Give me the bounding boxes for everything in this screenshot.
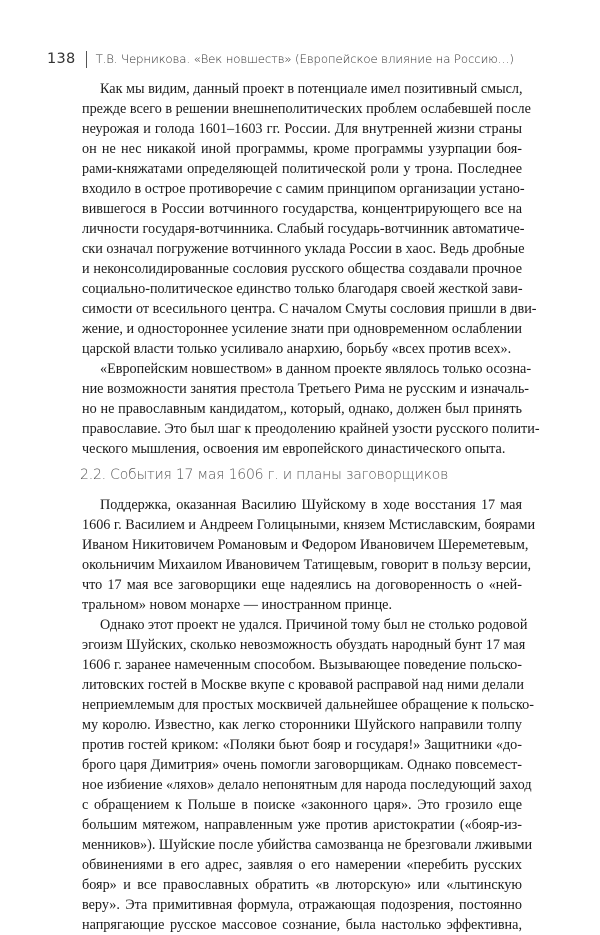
text-line: «Европейским новшеством» в данном проекте являлось только осозна- (100, 361, 532, 377)
text-line: Как мы видим, данный проект в потенциале имел позитивный смысл, (100, 81, 523, 97)
text-line: с обращением к Польше в поиске «законного царя». Это грозило еще (82, 797, 522, 813)
header-divider (86, 51, 87, 68)
text-line: против гостей криком: «Поляки бьют бояр и государя!» Защитники «до- (82, 737, 522, 753)
text-line: неприемлемым для простых москвичей дальнейшее обращение к польско- (82, 697, 534, 713)
text-line: входило в острое противоречие с самим принципом организации устано- (82, 181, 525, 197)
text-line: рами-княжатами определяющей политической роли у трона. Последнее (82, 161, 522, 177)
text-line: что 17 мая все заговорщики еще надеялись на договоренность о «ней- (82, 577, 522, 593)
paragraph (82, 495, 536, 615)
page-number: 138 (47, 51, 76, 67)
text-line: веру». Эта примитивная формула, отражающая подозрения, постоянно (82, 897, 522, 913)
text-line: бояр» и все православных обратить «в люторскую» или «лытинскую (82, 877, 522, 893)
text-line: симости от всесильного центра. С началом Смуты сословия пришли в дви- (82, 301, 537, 317)
text-line: ски означал погружение вотчинного уклада России в хаос. Ведь дробные (82, 241, 525, 257)
text-line: напрягающие русское массовое сознание, была настолько эффективна, (82, 917, 522, 933)
text-line: царской власти только усиливало анархию, борьбу «всех против всех». (82, 341, 512, 357)
text-line: вившегося в России вотчинного государства, концентрирующего все на (82, 201, 522, 217)
text-line: менников»). Шуйские после убийства самозванца не брезговали лживыми (82, 837, 533, 853)
running-head-title: Т.В. Черникова. «Век новшеств» (Европейское влияние на Россию…) (95, 52, 514, 66)
text-line: неурожая и голода 1601–1603 гг. России. Для внутренней жизни страны (82, 121, 522, 137)
body-text (80, 79, 540, 935)
text-line: Иваном Никитовичем Романовым и Федором Ивановичем Шереметевым, (82, 537, 529, 553)
paragraph (82, 359, 540, 459)
text-line: ное избиение «ляхов» делало непонятным для народа последующий заход (82, 777, 532, 793)
text-line: 1606 г. заранее намеченным способом. Вызывающее поведение польско- (82, 657, 522, 673)
paragraph (82, 615, 534, 935)
text-line: Поддержка, оказанная Василию Шуйскому в ходе восстания 17 мая (100, 497, 522, 513)
text-line: му королю. Известно, как легко сторонники Шуйского направили толпу (82, 717, 522, 733)
text-line: литовских гостей в Москве вкупе с кровавой расправой над ними делали (82, 677, 524, 693)
text-line: православие. Это был шаг к преодолению крайней узости русского полити- (82, 421, 540, 437)
text-line: и неконсолидированные сословия русского общества создавали прочное (82, 261, 522, 277)
text-line: но не православным кандидатом,, который, однако, должен был принять (82, 401, 522, 417)
text-line: личности государя-вотчинника. Слабый государь-вотчинник автоматиче- (82, 221, 525, 237)
text-line: брого царя Димитрия» очень помогли заговорщикам. Однако повсемест- (82, 757, 522, 773)
text-line: обвинениями в его адрес, заявляя о его намерении «перебить русских (82, 857, 522, 873)
text-line: жение, и одностороннее усиление знати при одновременном ослаблении (82, 321, 522, 337)
text-line: 1606 г. Василием и Андреем Голицыными, князем Мстиславским, боярами (82, 517, 536, 533)
text-line: эгоизм Шуйских, сколько невозможность обуздать народный бунт 17 мая (82, 637, 526, 653)
text-line: ческого мышления, освоения им европейского династического опыта. (82, 441, 506, 457)
text-line: большим мятежом, направленным уже против аристократии («бояр-из- (82, 817, 522, 833)
text-line: он не нес никакой иной программы, кроме программы узурпации боя- (82, 141, 522, 157)
text-line: социально-политическое единство только благодаря своей жесткой зави- (82, 281, 523, 297)
text-line: прежде всего в решении внешнеполитических проблем ослабевшей после (82, 101, 531, 117)
running-head (47, 47, 553, 71)
text-line: Однако этот проект не удался. Причиной тому был не столько родовой (100, 617, 528, 633)
text-line: тральном» новом монархе — иностранном принце. (82, 597, 393, 613)
text-line: ние возможности занятия престола Третьего Рима не русским и изначаль- (82, 381, 530, 397)
section-heading: 2.2. События 17 мая 1606 г. и планы заговорщиков (80, 467, 449, 483)
text-line: окольничим Михаилом Ивановичем Татищевым, говорит в пользу версии, (82, 557, 532, 573)
paragraph (82, 79, 537, 359)
